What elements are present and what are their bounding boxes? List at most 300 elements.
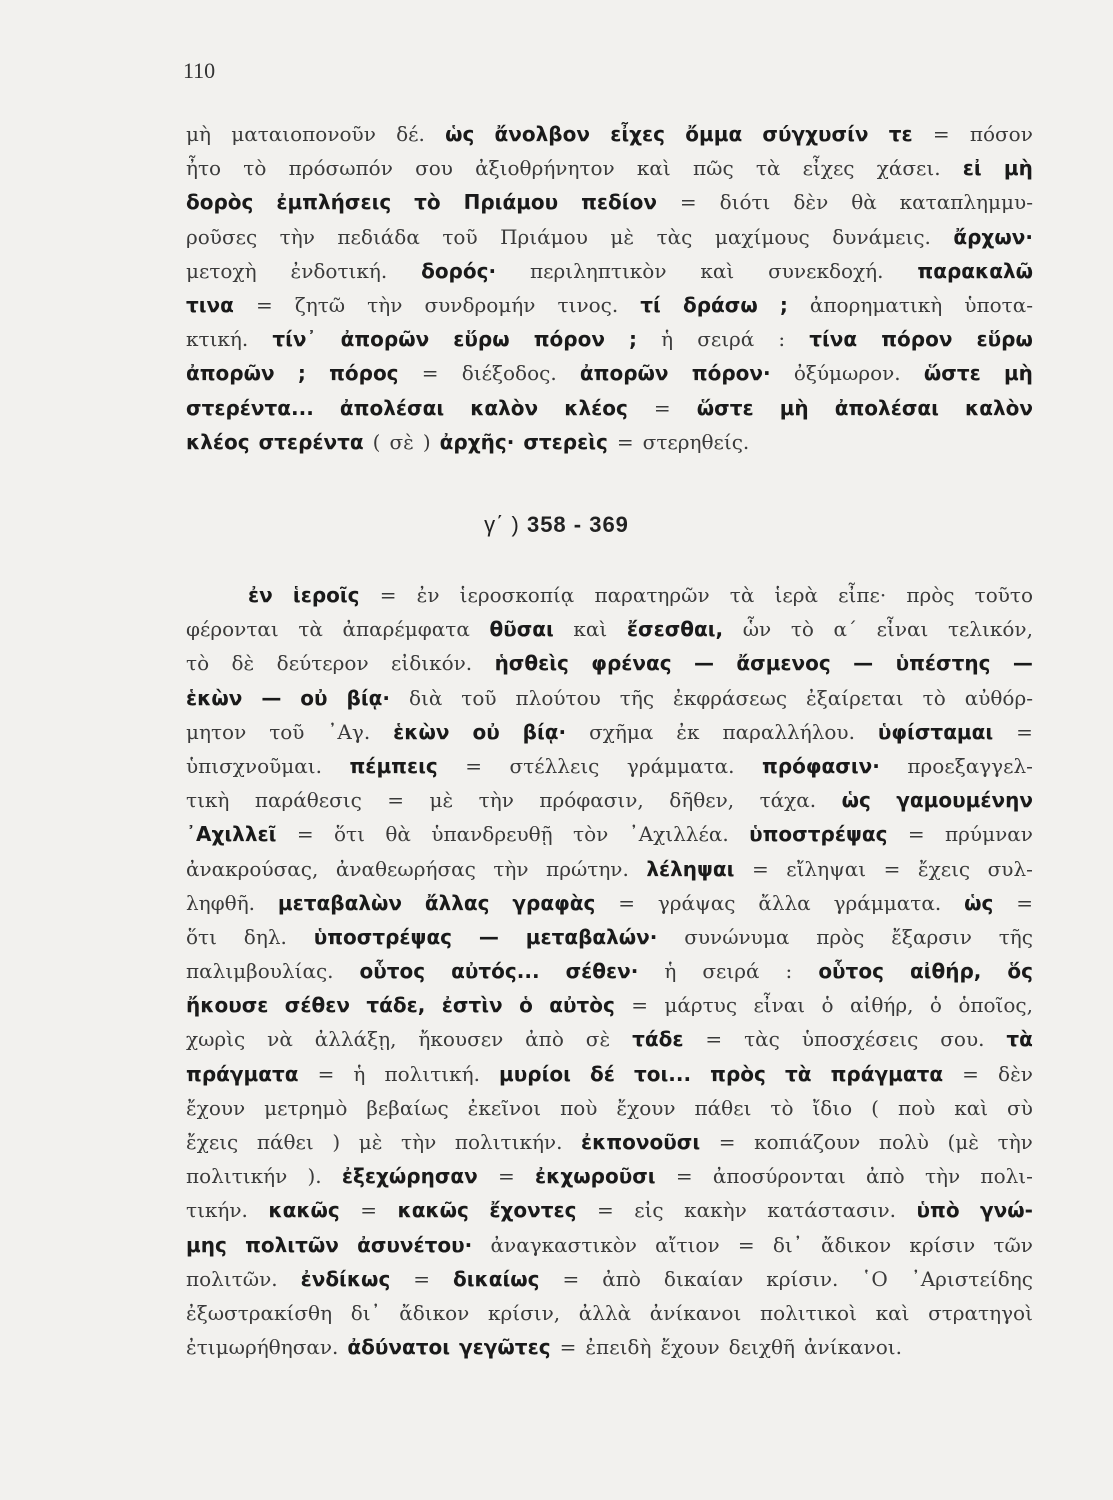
lemma-word: βίᾳ· [522, 719, 567, 744]
text-line [186, 715, 1033, 749]
text-line [186, 288, 1033, 322]
lemma-word: μὴ [1003, 156, 1033, 181]
gloss-word: χάσει. [876, 156, 941, 181]
lemma-word: ; [297, 361, 306, 386]
text-line [186, 886, 1033, 920]
text-line [186, 1228, 1033, 1262]
gloss-word: ἀλλάξῃ, [314, 1027, 397, 1052]
gloss-word: ἀπὸ [525, 1027, 564, 1052]
gloss-word: τὴν [367, 292, 403, 317]
gloss-word: ὀξύμωρον. [793, 361, 901, 386]
gloss-word: πολιτική. [384, 1061, 480, 1086]
gloss-word: βεβαίως [366, 1095, 449, 1120]
gloss-word: στρατηγοὶ [928, 1300, 1033, 1325]
gloss-word: πῶς [692, 156, 734, 181]
lemma-word: ἑκὼν [393, 719, 450, 744]
gloss-word: ) [332, 1130, 341, 1154]
text-line [186, 954, 1033, 988]
gloss-word: εἶπε· [838, 583, 887, 607]
gloss-word: μὲ [610, 224, 635, 249]
lemma-word: ᾽Αχιλλεῖ [186, 822, 277, 847]
text-line [186, 1022, 1033, 1056]
lemma-word: τινα [186, 292, 234, 317]
gloss-word: σειρά [697, 327, 755, 352]
gloss-word: πολιτικοὶ [759, 1300, 857, 1325]
lemma-word: ἐνδίκως [300, 1266, 391, 1291]
gloss-word: παλιμβουλίας. [186, 959, 334, 984]
gloss-word: κοπιάζουν [754, 1130, 861, 1154]
gloss-word: τὰ [755, 156, 781, 181]
lemma-word: γραφὰς [512, 890, 596, 915]
gloss-word: ἐπειδὴ [585, 1335, 652, 1360]
lemma-word: θῦσαι [489, 617, 554, 642]
lemma-word: μυρίοι [499, 1061, 571, 1086]
gloss-word: τὴν [493, 856, 529, 881]
gloss-word: καὶ [954, 1095, 989, 1120]
lemma-word: στερεὶς [523, 429, 608, 454]
gloss-word: : [778, 327, 786, 352]
lemma-word: ἄνολβον [494, 122, 590, 146]
lemma-word: τε [888, 122, 913, 146]
gloss-word: τικήν. [186, 1198, 248, 1223]
section-range: 358 - 369 [526, 512, 629, 537]
gloss-word: τὴν [478, 788, 514, 813]
lemma-word: — [478, 924, 499, 949]
gloss-word: = [631, 993, 648, 1018]
gloss-word: καὶ [636, 156, 671, 181]
gloss-word: = [718, 1130, 736, 1154]
lemma-word: δορός· [421, 258, 497, 283]
lemma-word: αὐτός... [451, 959, 540, 984]
gloss-word: ἐκ [676, 719, 700, 744]
gloss-word: ἐκεῖνοι [467, 1095, 542, 1120]
lemma-word: γεγῶτες [459, 1335, 551, 1360]
lemma-word: ἀπορῶν [579, 361, 669, 386]
lemma-word: τὰ [785, 1061, 812, 1086]
lemma-word: γαμουμένην [896, 788, 1033, 813]
gloss-word: φέρονται [186, 617, 279, 642]
text-line [186, 1159, 1033, 1193]
gloss-word: ) [422, 429, 431, 454]
page-number: 110 [183, 58, 216, 83]
gloss-word: ἡ [661, 327, 674, 352]
gloss-word: αἴτιον [655, 1232, 720, 1257]
lemma-word: δέ [590, 1061, 615, 1086]
lemma-word: ἀπορῶν [186, 361, 275, 386]
gloss-word: ὁ [929, 993, 942, 1018]
gloss-word: ἀπαρέμφατα [342, 617, 470, 642]
lemma-word: — [1012, 651, 1033, 676]
gloss-word: σου [415, 156, 453, 181]
paragraph-2 [186, 578, 1033, 1364]
gloss-word: ἡ [353, 1061, 366, 1086]
gloss-word: μὴ [186, 122, 211, 146]
gloss-word: τῆς [619, 685, 655, 710]
gloss-word: τοῦ [269, 719, 305, 744]
gloss-word: χωρὶς [186, 1027, 246, 1052]
gloss-word: ἀπορηματικὴ [809, 292, 943, 317]
gloss-word: ἱερὰ [774, 583, 818, 607]
gloss-word: ῾Ο [861, 1266, 888, 1291]
lemma-word: ἑκὼν [186, 685, 243, 710]
gloss-word: τικὴ [186, 788, 230, 813]
gloss-word: δῆθεν, [669, 788, 735, 813]
gloss-word: ποὺ [560, 1095, 598, 1120]
lemma-word: ; [779, 292, 788, 317]
gloss-word: εἴληψαι [786, 856, 867, 881]
gloss-word: μὲ [429, 788, 454, 813]
text-line [186, 1262, 1033, 1296]
gloss-word: ζητῶ [294, 292, 346, 317]
lemma-word: πέμπεις [349, 753, 438, 778]
gloss-word: = [962, 1061, 979, 1086]
gloss-word: τὸ [243, 156, 267, 181]
gloss-word: μετρημὸ [264, 1095, 348, 1120]
gloss-word: = [675, 1164, 693, 1189]
gloss-word: μαχίμους [714, 224, 810, 249]
lemma-word: ἀπορῶν [340, 327, 430, 352]
gloss-word: νὰ [267, 1027, 293, 1052]
lemma-word: αὐτὸς [549, 993, 615, 1018]
gloss-word: παρατηρῶν [594, 583, 710, 607]
lemma-word: ὑφίσταμαι [877, 719, 994, 744]
gloss-word: πόσον [969, 122, 1033, 146]
text-line [186, 117, 1033, 151]
gloss-word: δέ. [396, 122, 425, 146]
lemma-word: εἶχες [610, 122, 666, 146]
gloss-word: μητον [186, 719, 247, 744]
gloss-word: ἴδιο [812, 1095, 853, 1120]
gloss-word: πρὸς [906, 583, 955, 607]
text-line [186, 988, 1033, 1022]
lemma-word: ἄρχων· [953, 224, 1033, 249]
gloss-word: ἀνίκανοι [649, 1300, 742, 1325]
gloss-word: = [737, 1232, 755, 1257]
gloss-word: δεύτερον [276, 651, 369, 676]
gloss-word: προεξαγγελ- [907, 753, 1033, 778]
gloss-word: ἔχεις [917, 856, 971, 881]
gloss-word: δὲν [793, 190, 829, 215]
gloss-word: = [421, 361, 439, 386]
gloss-word: τὸ [790, 617, 814, 642]
lemma-word: Πριάμου [463, 190, 559, 215]
text-line [186, 1193, 1033, 1227]
gloss-word: = [296, 822, 314, 847]
gloss-word: γράμματα. [626, 753, 735, 778]
gloss-word: ἀλλὰ [578, 1300, 632, 1325]
gloss-word: ἤκουσεν [418, 1027, 504, 1052]
gloss-word: ὁποῖος, [958, 993, 1033, 1018]
gloss-word: = [751, 856, 769, 881]
lemma-word: τάδε [632, 1027, 684, 1052]
text-line [186, 612, 1033, 646]
lemma-word: ἔσεσθαι, [626, 617, 724, 642]
gloss-word: πολιτῶν. [186, 1266, 278, 1291]
gloss-word: τὸ [186, 651, 210, 676]
lemma-word: τίνα [809, 327, 858, 352]
lemma-word: λέληψαι [646, 856, 735, 881]
lemma-word: σύγχυσίν [762, 122, 869, 146]
lemma-word: ὑποστρέψας [749, 822, 888, 847]
gloss-word: τὰς [656, 224, 693, 249]
gloss-word: τὸ [770, 1095, 794, 1120]
gloss-word: γράμματα. [833, 890, 942, 915]
gloss-word: τοῦ [461, 685, 497, 710]
gloss-word: τάχα. [759, 788, 817, 813]
gloss-word: πρύμναν [945, 822, 1033, 847]
gloss-word: συνώνυμα [684, 924, 790, 949]
lemma-word: πρόφασιν· [762, 753, 880, 778]
gloss-word: (μὲ [947, 1130, 980, 1154]
gloss-word: σου. [940, 1027, 985, 1052]
gloss-word: πρόσωπόν [288, 156, 393, 181]
lemma-word: βίᾳ· [346, 685, 390, 710]
lemma-word: ἀπολέσαι [339, 395, 445, 420]
text-line [186, 254, 1033, 288]
lemma-word: πεδίον [581, 190, 657, 215]
lemma-word: δικαίως [453, 1266, 540, 1291]
gloss-word: συνδρομήν [424, 292, 536, 317]
gloss-word: ἄδικον [399, 1300, 470, 1325]
gloss-word: = [596, 1198, 614, 1223]
lemma-word: ἔχοντες [489, 1198, 577, 1223]
gloss-word: = [498, 1164, 515, 1189]
lemma-word: εὕρω [976, 327, 1033, 352]
gloss-word: γράψας [657, 890, 736, 915]
text-line [186, 578, 1033, 612]
gloss-word: = [1016, 719, 1033, 744]
gloss-word: συνεκδοχή. [768, 258, 884, 283]
gloss-word: ἀνίκανοι. [804, 1335, 902, 1360]
gloss-word: διέξοδος. [461, 361, 557, 386]
lemma-word: ἱεροῖς [292, 583, 360, 607]
gloss-word: πρὸς [816, 924, 865, 949]
lemma-word: πράγματα [186, 1061, 299, 1086]
lemma-word: ὥστε [923, 361, 981, 386]
gloss-word: περιληπτικὸν [529, 258, 667, 283]
text-line [186, 817, 1033, 851]
text-line [186, 1057, 1033, 1091]
lemma-word: ἀδύνατοι [347, 1335, 451, 1360]
lemma-word: ἐμπλήσεις [276, 190, 392, 215]
gloss-word: ματαιοπονοῦν [231, 122, 376, 146]
gloss-word: = [616, 429, 634, 454]
gloss-word: δυνάμεις. [832, 224, 931, 249]
gloss-word: ἦτο [186, 156, 222, 181]
lemma-word: ὥστε [696, 395, 754, 420]
lemma-word: τὰ [1006, 1027, 1033, 1052]
gloss-word: δὲ [231, 651, 255, 676]
section-label: γ΄ ) [484, 512, 520, 537]
gloss-word: ὑποσχέσεις [801, 1027, 919, 1052]
gloss-word: κατάστασιν. [767, 1198, 897, 1223]
gloss-word: εἰδικόν. [391, 651, 473, 676]
lemma-word: τοι... [633, 1061, 692, 1086]
gloss-word: τινος. [557, 292, 619, 317]
lemma-word: στερέντα [258, 429, 364, 454]
gloss-word: ἀπὸ [602, 1266, 641, 1291]
gloss-word: δι᾽ [350, 1300, 381, 1325]
gloss-word: σὲ [389, 429, 414, 454]
lemma-word: κακῶς [397, 1198, 469, 1223]
lemma-word: οὐ [300, 685, 328, 710]
gloss-word: πάθει [694, 1095, 752, 1120]
gloss-word: = [360, 1198, 378, 1223]
lemma-word: καλὸν [470, 395, 539, 420]
lemma-word: ἐξεχώρησαν [341, 1164, 478, 1189]
lemma-word: ὡς [445, 122, 475, 146]
gloss-word: ὧν [742, 617, 772, 642]
text-line [186, 681, 1033, 715]
gloss-word: = [559, 1335, 577, 1360]
gloss-word: τὸν [573, 822, 609, 847]
gloss-word: ἔχεις [186, 1130, 239, 1154]
text-line [186, 646, 1033, 680]
text-line [186, 391, 1033, 425]
text-line [186, 425, 1033, 459]
lemma-word: ἀρχῆς· [439, 429, 515, 454]
gloss-word: τῆς [998, 924, 1033, 949]
gloss-word: τὰς [744, 1027, 780, 1052]
lemma-word: ὡς [841, 788, 871, 813]
text-line [186, 920, 1033, 954]
gloss-word: = [907, 822, 925, 847]
gloss-word: τελικόν, [947, 617, 1033, 642]
gloss-word: κρίσιν. [766, 1266, 839, 1291]
gloss-word: = [653, 395, 671, 420]
gloss-word: σειρά [702, 959, 760, 984]
gloss-word: ἀνακρούσας, [186, 856, 319, 881]
gloss-word: = [679, 190, 697, 215]
gloss-word: α΄ [833, 617, 858, 642]
gloss-word: αὐθόρ- [964, 685, 1033, 710]
lemma-word: τί [640, 292, 661, 317]
gloss-word: μετοχὴ [186, 258, 257, 283]
lemma-word: — [694, 651, 714, 676]
gloss-word: ἐξαίρεται [806, 685, 904, 710]
gloss-word: καὶ [573, 617, 608, 642]
gloss-word: ἡ [664, 959, 677, 984]
text-line [186, 749, 1033, 783]
gloss-word: ὑπανδρευθῇ [431, 822, 553, 847]
lemma-word: παρακαλῶ [917, 258, 1033, 283]
lemma-word: ἤκουσε [186, 993, 269, 1018]
gloss-word: πάθει [256, 1130, 314, 1154]
lemma-word: ὑποστρέψας [313, 924, 453, 949]
lemma-word: ὡς [964, 890, 994, 915]
gloss-word: παράθεσις [254, 788, 362, 813]
gloss-word: ἄδικον [821, 1232, 892, 1257]
gloss-word: διότι [719, 190, 771, 215]
gloss-word: σχῆμα [589, 719, 654, 744]
lemma-word: πόρος [329, 361, 399, 386]
lemma-word: ; [629, 327, 638, 352]
lemma-word: ἡσθεὶς [494, 651, 569, 676]
text-line [186, 1296, 1033, 1330]
gloss-word: τὴν [279, 224, 315, 249]
lemma-word: κλέος [186, 429, 250, 454]
gloss-word: ἀπὸ [866, 1164, 905, 1189]
lemma-word: ὑπὸ [916, 1198, 960, 1223]
gloss-word: κρίσιν, [487, 1300, 561, 1325]
text-line [186, 852, 1033, 886]
lemma-word: ἐν [248, 583, 273, 607]
text-line [186, 185, 1033, 219]
lemma-word: ἀσυνέτου· [357, 1232, 473, 1257]
lemma-word: καλὸν [965, 395, 1033, 420]
lemma-word: πράγματα [830, 1061, 944, 1086]
gloss-word: πεδιάδα [337, 224, 420, 249]
gloss-word: ληφθῆ. [186, 890, 256, 915]
gloss-word: τὴν [401, 1130, 437, 1154]
gloss-word: πλούτου [515, 685, 601, 710]
lemma-word: οὗτος [818, 959, 884, 984]
lemma-word: πόρον· [691, 361, 771, 386]
gloss-word: ἔχουν [186, 1095, 246, 1120]
gloss-word: ὑποτα- [964, 292, 1033, 317]
lemma-word: — [261, 685, 282, 710]
gloss-word: τὰ [729, 583, 755, 607]
gloss-word: τοῦ [442, 224, 478, 249]
gloss-word: = [705, 1027, 723, 1052]
gloss-word: τὸ [922, 685, 946, 710]
section-heading [0, 512, 1113, 538]
gloss-word: καὶ [875, 1300, 910, 1325]
text-line [186, 1125, 1033, 1159]
gloss-word: ὅτι [334, 822, 365, 847]
lemma-word: ὄμμα [685, 122, 743, 146]
gloss-word: = [618, 890, 635, 915]
gloss-word: πολιτικήν [186, 1164, 288, 1189]
gloss-word: μὲ [358, 1130, 383, 1154]
gloss-word: ᾽Αριστείδης [910, 1266, 1033, 1291]
gloss-word: καὶ [700, 258, 735, 283]
lemma-word: — [853, 651, 874, 676]
lemma-word: μεταβαλὼν [277, 890, 402, 915]
gloss-word: ἐκφράσεως [673, 685, 788, 710]
lemma-word: οὐ [472, 719, 500, 744]
lemma-word: στερέντα... [186, 395, 314, 420]
gloss-word: = [883, 856, 901, 881]
gloss-word: πολι- [980, 1164, 1033, 1189]
lemma-word: μὴ [1003, 361, 1033, 386]
lemma-word: πρὸς [710, 1061, 766, 1086]
gloss-word: ἀξιοθρήνητον [475, 156, 615, 181]
gloss-word: ᾽Αχιλλέα. [628, 822, 729, 847]
lemma-word: μὴ [779, 395, 809, 420]
gloss-word: δι᾽ [772, 1232, 803, 1257]
gloss-word: τὴν [924, 1164, 961, 1189]
gloss-word: = [465, 753, 483, 778]
gloss-word: = [562, 1266, 580, 1291]
gloss-word: τὰ [298, 617, 323, 642]
lemma-word: ἄσμενος [736, 651, 831, 676]
gloss-word: ἀποσύρονται [712, 1164, 846, 1189]
gloss-word: = [387, 788, 405, 813]
lemma-word: τίν᾽ [272, 327, 317, 352]
gloss-word: ποὺ [897, 1095, 936, 1120]
gloss-word: ἔχουν [616, 1095, 676, 1120]
gloss-word: κακὴν [684, 1198, 747, 1223]
gloss-word: ἔξαρσιν [891, 924, 972, 949]
lemma-word: γνώ- [980, 1198, 1033, 1223]
lemma-word: πολιτῶν [245, 1232, 339, 1257]
paragraph-1 [186, 117, 1033, 459]
gloss-word: πολὺ [878, 1130, 929, 1154]
gloss-word: διὰ [408, 685, 443, 710]
lemma-word: ὑπέστης [895, 651, 991, 676]
gloss-word: ). [307, 1164, 322, 1189]
